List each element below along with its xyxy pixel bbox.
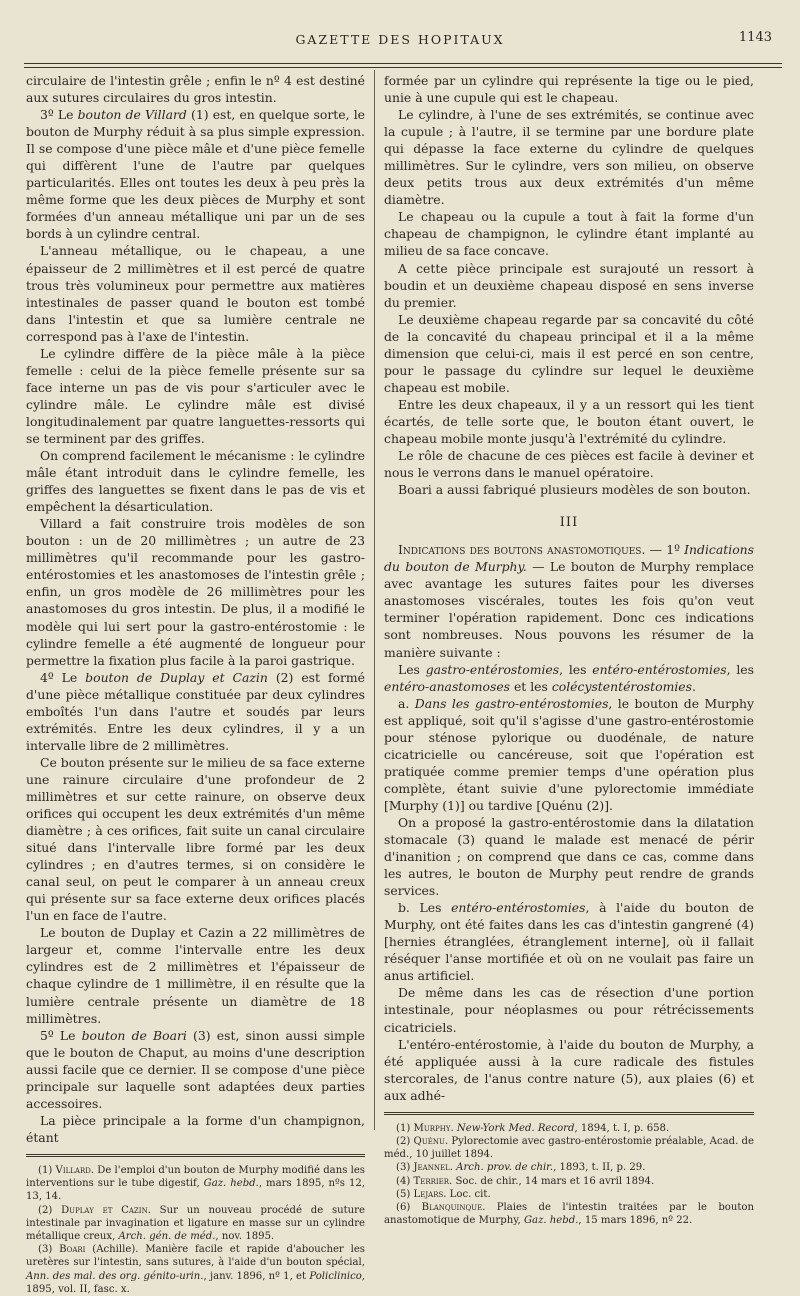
paragraph: formée par un cylindre qui représente la tige ou le pied, unie à une cupule qui est le chapeau. [384, 73, 754, 106]
paragraph: A cette pièce principale est surajouté un ressort à boudin et un deuxième chapeau disposé en sens inverse du premier. [384, 260, 754, 310]
page-number: 1143 [738, 30, 772, 45]
paragraph: De même dans les cas de résection d'une portion intestinale, pour néoplasmes ou pour rétrécissements cicatriciels. [384, 985, 754, 1035]
paragraph: L'anneau métallique, ou le chapeau, a une épaisseur de 2 millimètres et il est percé de quatre trous très volumineux pour permettre aux matières intestinales de passer quand le bouton est tombé dans l'intestin et que sa lumière centrale ne correspond pas à l'axe de l'intestin. [26, 243, 365, 344]
paragraph: 4º Le bouton de Duplay et Cazin (2) est formé d'une pièce métallique constituée par deux cylindres emboîtés l'un dans l'autre et soudés par leurs extrémités. Entre les deux cylindres, il y a un intervalle libre de 2 millimètres. [26, 669, 365, 753]
footnote: (3) Boari (Achille). Manière facile et rapide d'aboucher les uretères sur l'intestin, sans sutures, à l'aide d'un bouton spécial, Ann. des mal. des org. génito-urin., janv. 1896, nº 1, et Policlinico, 1895, vol. II, fasc. x. [26, 1244, 366, 1295]
footnote: (4) Terrier. Soc. de chir., 14 mars et 16 avril 1894. [396, 1175, 655, 1187]
paragraph: Les gastro-entérostomies, les entéro-entérostomies, les entéro-anastomoses et les colécystentérostomies. [384, 661, 754, 694]
paragraph: 3º Le bouton de Villard (1) est, en quelque sorte, le bouton de Murphy réduit à sa plus simple expression. Il se compose d'une pièce mâle et d'une pièce femelle qui diffèrent l'une de l'autre par quelques particularités. Elles ont toutes les deux à peu près la même forme que les deux pièces de Murphy et sont formées d'un anneau métallique uni par un de ses bords à un cylindre central. [26, 107, 365, 242]
page-header [20, 30, 780, 50]
footnote: (3) Jeannel. Arch. prov. de chir., 1893, t. II, p. 29. [396, 1162, 646, 1174]
paragraph: L'entéro-entérostomie, à l'aide du bouton de Murphy, a été appliquée aussi à la cure radicale des fistules stercorales, de l'anus contre nature (5), aux plaies (6) et aux adhé- [384, 1036, 754, 1103]
paragraph: Entre les deux chapeaux, il y a un ressort qui les tient écartés, de telle sorte que, le bouton étant ouvert, le chapeau mobile monte jusqu'à l'extrémité du cylindre. [384, 396, 754, 446]
footnote-rule [26, 1154, 365, 1157]
footnotes-left [26, 1164, 365, 1296]
paragraph: Villard a fait construire trois modèles de son bouton : un de 20 millimètres ; un autre de 23 millimètres qu'il recommande pour les gastro-entérostomies et les anastomoses de l'intestin grêle ; enfin, un gros modèle de 26 millimètres pour les anastomoses du gros intestin. De plus, il a modifié le modèle qui lui sert pour la gastro-entérostomie : le cylindre femelle a été augmenté de longueur pour permettre la fixation plus facile à la paroi gastrique. [26, 516, 365, 668]
paragraph: Le chapeau ou la cupule a tout à fait la forme d'un chapeau de champignon, le cylindre étant implanté au milieu de sa face concave. [384, 209, 754, 259]
footnote: (5) Lejars. Loc. cit. [396, 1188, 491, 1200]
paragraph: b. Les entéro-entérostomies, à l'aide du bouton de Murphy, ont été faites dans les cas d'intestin gangrené (4) [hernies étranglées, étranglement interne], où il fallait réséquer l'anse mortifiée et où on ne voulait pas faire un anus artificiel. [384, 900, 754, 984]
paragraph: Le deuxième chapeau regarde par sa concavité du côté de la concavité du chapeau principal et il a la même dimension que celui-ci, mais il est percé en son centre, pour le passage du cylindre sur lequel le deuxième chapeau est mobile. [384, 311, 754, 395]
footnotes-right [384, 1122, 754, 1228]
section-heading: III [559, 515, 579, 531]
paragraph: Le cylindre diffère de la pièce mâle à la pièce femelle : celui de la pièce femelle présente sur sa face interne un pas de vis pour s'articuler avec le cylindre mâle. Le cylindre mâle est divisé longitudinalement par quatre languettes-ressorts qui se terminent par des griffes. [26, 345, 365, 446]
footnote-rule [384, 1112, 754, 1115]
header-rule-second [24, 67, 782, 68]
footnote: (1) Murphy. New-York Med. Record, 1894, t. I, p. 658. [396, 1122, 670, 1134]
footnote: (1) Villard. De l'emploi d'un bouton de Murphy modifié dans les interventions sur le tube digestif, Gaz. hebd., mars 1895, nºs 12, 13, 14. [26, 1164, 366, 1203]
footnote: (2) Duplay et Cazin. Sur un nouveau procédé de suture intestinale par invagination et ligature en masse sur un cylindre métallique creux, Arch. gén. de méd., nov. 1895. [26, 1204, 365, 1242]
paragraph: Ce bouton présente sur le milieu de sa face externe une rainure circulaire d'une profondeur de 2 millimètres et sur cette rainure, on observe deux orifices qui occupent les deux extrémités d'un même diamètre ; à ces orifices, fait suite un canal circulaire situé dans l'intervalle libre formé par les deux cylindres ; en d'autres termes, si on considère le canal seul, on peut le comparer à un anneau creux qui présente sur sa face externe deux orifices placés l'un en face de l'autre. [26, 754, 365, 924]
paragraph: Boari a aussi fabriqué plusieurs modèles de son bouton. [398, 482, 751, 498]
paragraph: On a proposé la gastro-entérostomie dans la dilatation stomacale (3) quand le malade est menacé de périr d'inanition ; on comprend que dans ce cas, comme dans les autres, le bouton de Murphy peut rendre de grands services. [384, 814, 754, 899]
paragraph: 5º Le bouton de Boari (3) est, sinon aussi simple que le bouton de Chaput, au moins d'une description aussi facile que ce dernier. Il se compose d'une pièce principale sur laquelle sont adaptées deux parties accessoires. [26, 1027, 365, 1111]
column-divider [374, 70, 375, 1130]
left-column [26, 72, 365, 1296]
footnote: (2) Quénu. Pylorectomie avec gastro-entérostomie préalable, Acad. de méd., 10 juillet 1894. [384, 1135, 754, 1161]
paragraph: On comprend facilement le mécanisme : le cylindre mâle étant introduit dans le cylindre femelle, les griffes des languettes se fixent dans le pas de vis et empêchent la désarticulation. [26, 448, 365, 515]
header-rule [24, 63, 782, 64]
paragraph: Le bouton de Duplay et Cazin a 22 millimètres de largeur et, comme l'intervalle entre les deux cylindres est de 2 millimètres et l'épaisseur de chaque cylindre de 1 millimètre, il en résulte que la lumière centrale présente un diamètre de 18 millimètres. [26, 925, 365, 1026]
paragraph: Le cylindre, à l'une de ses extrémités, se continue avec la cupule ; à l'autre, il se termine par une bordure plate qui dépasse la face externe du cylindre de quelques millimètres. Sur le cylindre, vers son milieu, on observe deux petits trous aux deux extrémités d'un même diamètre. [384, 107, 754, 208]
right-column [384, 72, 754, 1227]
paragraph: circulaire de l'intestin grêle ; enfin le nº 4 est destiné aux sutures circulaires du gros intestin. [26, 73, 365, 106]
paragraph: a. Dans les gastro-entérostomies, le bouton de Murphy est appliqué, soit qu'il s'agisse d'une gastro-entérostomie pour sténose pylorique ou duodénale, de nature cicatricielle ou cancéreuse, soit que l'opération est pratiquée comme premier temps d'une opération plus complète, étant suivie d'une pylorectomie immédiate [Murphy (1)] ou tardive [Quénu (2)]. [384, 695, 754, 813]
footnote: (6) Blanquinque. Plaies de l'intestin traitées par le bouton anastomotique de Murphy, Gaz. hebd., 15 mars 1896, nº 22. [384, 1201, 755, 1227]
paragraph: Indications des boutons anastomotiques. — 1º Indications du bouton de Murphy. — Le bouton de Murphy remplace avec avantage les sutures faites pour les diverses anastomoses viscérales, toutes les fois qu'on veut terminer l'opération rapidement. Donc ces indications sont nombreuses. Nous pouvons les résumer de la manière suivante : [384, 542, 755, 660]
paragraph: La pièce principale a la forme d'un champignon, étant [26, 1112, 365, 1145]
running-title: GAZETTE DES HOPITAUX [295, 32, 505, 47]
paragraph: Le rôle de chacune de ces pièces est facile à deviner et nous le verrons dans le manuel opératoire. [384, 448, 754, 481]
